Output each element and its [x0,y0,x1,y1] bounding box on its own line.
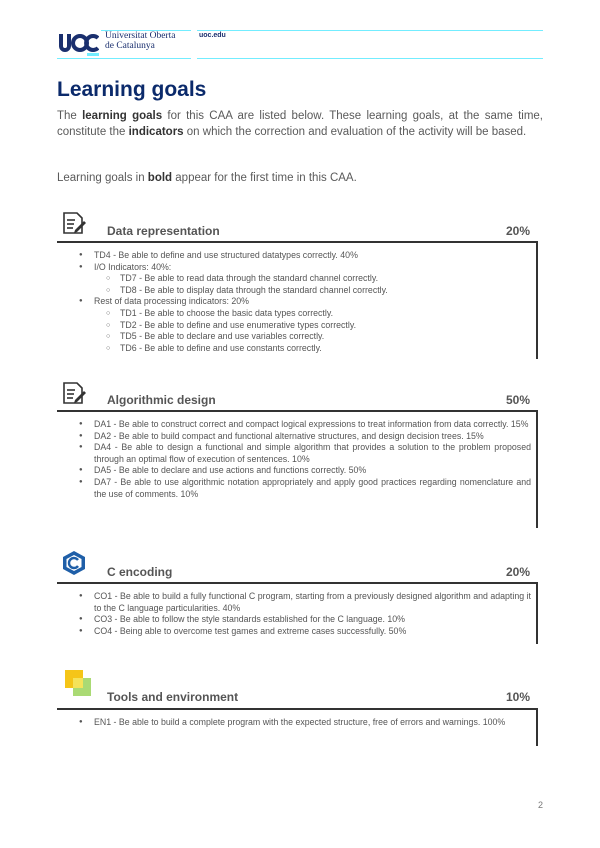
page-number: 2 [537,800,543,810]
list-item: ● I/O Indicators: 40%: ○ TD7 - Be able to read data through the standard channel correctly. ○ TD8 - Be able to display data through the standard channel correctly. [79,262,531,297]
goals-list [79,717,531,729]
section-title: Algorithmic design [107,393,216,407]
university-name: Universitat Oberta de Catalunya [105,31,176,51]
list-item: ● CO4 - Being able to overcome test games and extreme cases successfully. 50% [79,626,531,638]
list-item: ● DA5 - Be able to declare and use actions and functions correctly. 50% [79,465,531,477]
list-item: ● DA7 - Be able to use algorithmic notation appropriately and apply good practices regarding nomenclature and the use of comments. 10% [79,477,531,500]
section-percent: 50% [505,393,530,407]
c-language-icon [61,550,87,576]
website-url[interactable]: uoc.edu [199,32,226,39]
section-percent: 20% [505,224,530,238]
goals-list [79,419,531,500]
list-item: ○ TD6 - Be able to define and use constants correctly. [102,343,531,355]
list-item: ● DA4 - Be able to design a functional and simple algorithm that provides a solution to the problem proposed through an optimal flow of execution of sentences. 10% [79,442,531,465]
section-title: Data representation [107,224,220,238]
goals-list [79,591,531,637]
intro-paragraph: The learning goals for this CAA are listed below. These learning goals, at the same time, constitute the indicators on which the correction and evaluation of the activity will be based. [57,110,544,138]
section-algorithmic-design [57,380,543,530]
list-item: ○ TD8 - Be able to display data through the standard channel correctly. [102,285,531,297]
section-percent: 10% [505,690,530,704]
goals-list [79,250,531,354]
section-data-representation [57,210,543,360]
list-item: ● CO1 - Be able to build a fully functional C program, starting from a previously designed algorithm and adapting it to the C language particularities. 40% [79,591,531,614]
list-item: ● CO3 - Be able to follow the style standards established for the C language. 10% [79,614,531,626]
document-edit-icon [61,380,87,406]
list-item: ○ TD2 - Be able to define and use enumerative types correctly. [102,320,531,332]
tools-squares-icon [63,668,93,698]
section-tools-environment [57,668,543,748]
section-c-encoding [57,550,543,645]
uoc-logo-icon [57,30,99,58]
page-header [57,28,543,62]
list-item: ● TD4 - Be able to define and use structured datatypes correctly. 40% [79,250,531,262]
page-title: Learning goals [57,78,207,101]
list-item: ● EN1 - Be able to build a complete program with the expected structure, free of errors and warnings. 100% [79,717,531,729]
list-item: ● DA1 - Be able to construct correct and compact logical expressions to treat information from data correctly. 15% [79,419,531,431]
section-title: C encoding [107,565,173,579]
list-item: ○ TD1 - Be able to choose the basic data types correctly. [102,308,531,320]
list-item: ● Rest of data processing indicators: 20% ○ TD1 - Be able to choose the basic data types correctly. ○ TD2 - Be able to define and use enumerative types correctly. ○ TD5 - Be able to declare and use variables correctly. ○ TD6 - Be able to define and use constants correctly. [79,296,531,354]
section-title: Tools and environment [107,690,239,704]
list-item: ○ TD5 - Be able to declare and use variables correctly. [102,331,531,343]
document-edit-icon [61,210,87,236]
list-item: ● DA2 - Be able to build compact and functional alternative structures, and design decision trees. 15% [79,431,531,443]
list-item: ○ TD7 - Be able to read data through the standard channel correctly. [102,273,531,285]
section-percent: 20% [505,565,530,579]
bold-note: Learning goals in bold appear for the first time in this CAA. [57,172,357,184]
